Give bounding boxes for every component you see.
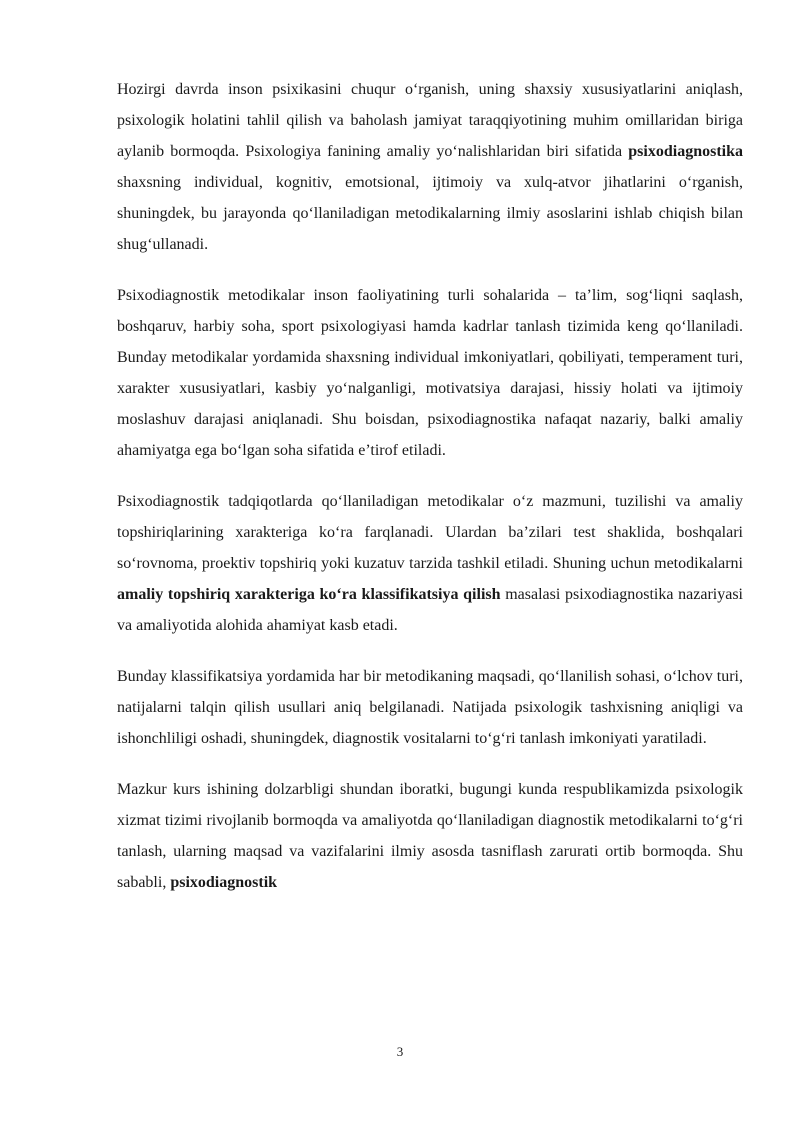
- paragraph-text: Bunday klassifikatsiya yordamida har bir metodikaning maqsadi, qo‘llanilish sohasi, o‘lchov turi, natijalarni talqin qilish usullari aniq belgilanadi. Natijada psixologik tashxisning aniqligi va ishonchliligi oshadi, shuningdek, diagnostik vositalarni to‘g‘ri tanlash imkoniyati yaratiladi.: [117, 668, 743, 747]
- paragraph-4: [117, 661, 743, 754]
- paragraph-1: [117, 74, 743, 260]
- paragraph-text: Hozirgi davrda inson psixikasini chuqur o‘rganish, uning shaxsiy xususiyatlarini aniqlash, psixologik holatini tahlil qilish va baholash jamiyat taraqqiyotining muhim omillaridan biriga aylanib bormoqda. Psixologiya fanining amaliy yo‘nalishlaridan biri sifatida: [117, 81, 743, 160]
- bold-term: amaliy topshiriq xarakteriga ko‘ra klassifikatsiya qilish: [117, 586, 501, 603]
- paragraph-text: Psixodiagnostik tadqiqotlarda qo‘llaniladigan metodikalar o‘z mazmuni, tuzilishi va amaliy topshiriqlarining xarakteriga ko‘ra farqlanadi. Ulardan ba’zilari test shaklida, boshqalari so‘rovnoma, proektiv topshiriq yoki kuzatuv tarzida tashkil etiladi. Shuning uchun metodikalarni: [117, 493, 743, 572]
- paragraph-text: masalasi psixodiagnostika nazariyasi va amaliyotida alohida ahamiyat kasb etadi.: [117, 586, 743, 634]
- page-number: 3: [396, 1044, 404, 1059]
- bold-term: psixodiagnostika: [628, 143, 743, 160]
- paragraph-text: Mazkur kurs ishining dolzarbligi shundan iboratki, bugungi kunda respublikamizda psixologik xizmat tizimi rivojlanib bormoqda va amaliyotda qo‘llaniladigan diagnostik metodikalarni to‘g‘ri tanlash, ularning maqsad va vazifalarini ilmiy asosda tasniflash zarurati ortib bormoqda. Shu sababli,: [117, 781, 743, 891]
- paragraph-3: [117, 486, 743, 641]
- paragraph-2: [117, 280, 743, 466]
- paragraph-5: [117, 774, 743, 898]
- document-body: [117, 74, 743, 918]
- paragraph-text: shaxsning individual, kognitiv, emotsional, ijtimoiy va xulq-atvor jihatlarini o‘rganish, shuningdek, bu jarayonda qo‘llaniladigan metodikalarning ilmiy asoslarini ishlab chiqish bilan shug‘ullanadi.: [117, 174, 743, 253]
- bold-term: psixodiagnostik: [170, 874, 278, 891]
- paragraph-text: Psixodiagnostik metodikalar inson faoliyatining turli sohalarida – ta’lim, sog‘liqni saqlash, boshqaruv, harbiy soha, sport psixologiyasi hamda kadrlar tanlash tizimida keng qo‘llaniladi. Bunday metodikalar yordamida shaxsning individual imkoniyatlari, qobiliyati, temperament turi, xarakter xususiyatlari, kasbiy yo‘nalganligi, motivatsiya darajasi, hissiy holati va ijtimoiy moslashuv darajasi aniqlanadi. Shu boisdan, psixodiagnostika nafaqat nazariy, balki amaliy ahamiyatga ega bo‘lgan soha sifatida e’tirof etiladi.: [117, 287, 743, 459]
